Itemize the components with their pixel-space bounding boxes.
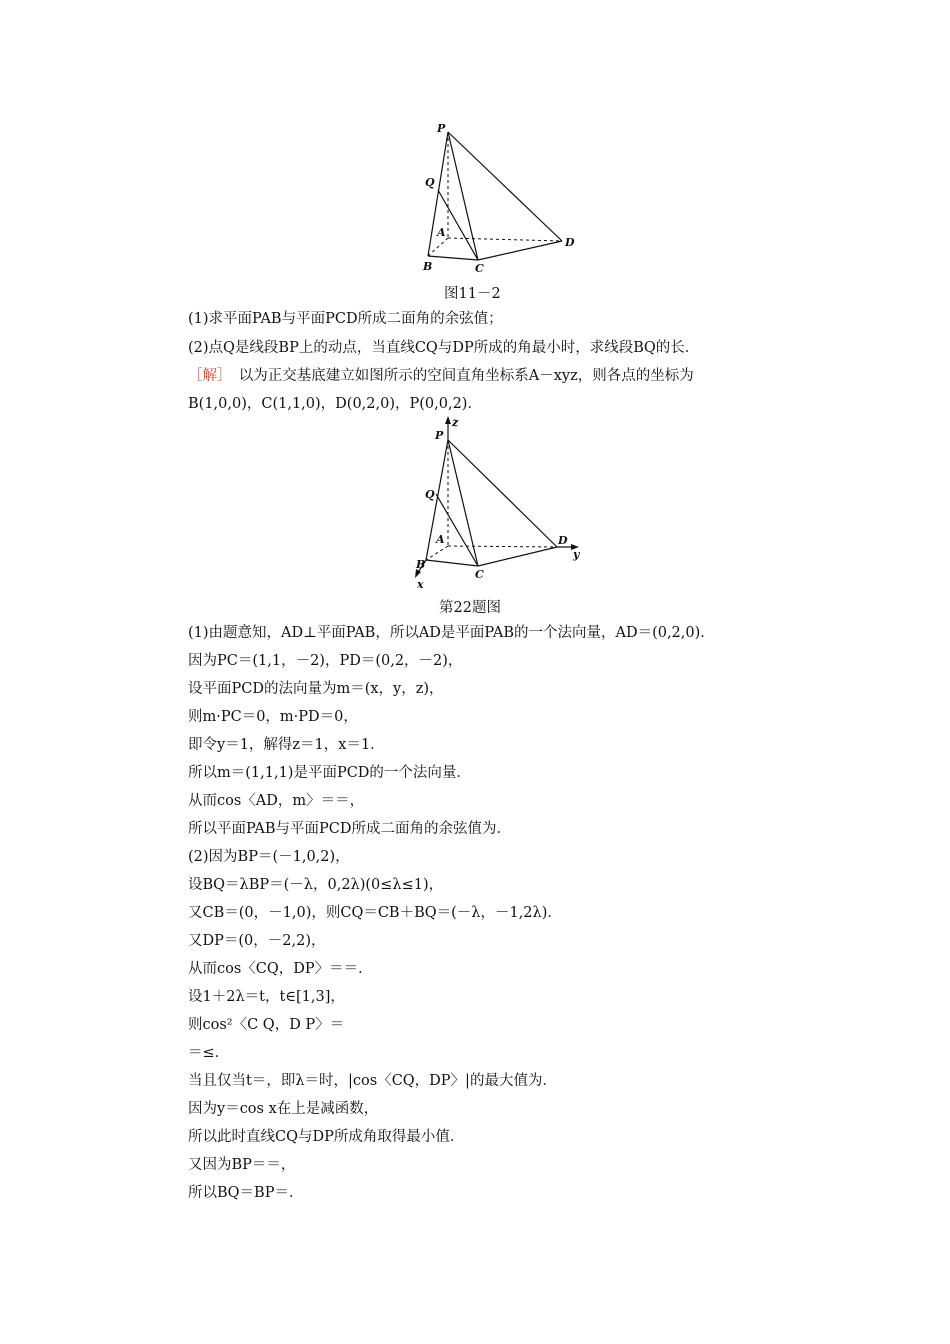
point-label-d: D [558,534,568,547]
solution-line-21: 所以BQ＝BP＝． [188,1185,304,1201]
solution-intro-text: 以为正交基底建立如图所示的空间直角坐标系A－xyz，则各点的坐标为 [224,368,694,384]
solution-line-7: 从而cos〈AD，m〉＝＝， [188,793,365,809]
solution-line-5: 即令y＝1，解得z＝1，x＝1． [188,737,385,753]
solution-line-13: 从而cos〈CQ，DP〉＝＝． [188,961,373,977]
solution-line-1: (1)由题意知，AD⊥平面PAB，所以AD是平面PAB的一个法向量，AD＝(0,2,0)． [188,625,715,641]
solution-tag: ［解］ [188,368,225,384]
point-label-p: P [435,429,444,442]
solution-line-10: 设BQ＝λBP＝(－λ，0,2λ)(0≤λ≤1)， [188,877,444,893]
solution-line-18: 因为y＝cos x在上是减函数， [188,1101,379,1117]
figure-pyramid-1 [415,120,585,280]
axis-label-x: x [417,578,424,591]
point-label-c: C [475,568,484,581]
solution-line-12: 又DP＝(0，－2,2)， [188,933,326,949]
solution-line-17: 当且仅当t＝，即λ＝时，|cos〈CQ，DP〉|的最大值为． [188,1073,557,1089]
figure2-caption: 第22题图 [439,600,501,616]
solution-intro [188,366,694,386]
solution-line-3: 设平面PCD的法向量为m＝(x，y，z)， [188,681,444,697]
axis-label-y: y [573,548,580,561]
solution-line-4: 则m·PC＝0，m·PD＝0， [188,709,358,725]
solution-line-19: 所以此时直线CQ与DP所成角取得最小值． [188,1129,465,1145]
solution-line-8: 所以平面PAB与平面PCD所成二面角的余弦值为． [188,821,512,837]
problem-q2: (2)点Q是线段BP上的动点，当直线CQ与DP所成的角最小时，求线段BQ的长． [188,340,700,356]
point-label-c: C [475,262,484,275]
figure1-caption: 图11－2 [444,286,501,302]
solution-line-16: ＝≤． [188,1045,230,1061]
point-label-q: Q [425,488,435,501]
solution-line-20: 又因为BP＝＝， [188,1157,296,1173]
solution-line-2: 因为PC＝(1,1，－2)，PD＝(0,2，－2)， [188,653,463,669]
solution-line-9: (2)因为BP＝(－1,0,2)， [188,849,350,865]
solution-line-11: 又CB＝(0，－1,0)，则CQ＝CB＋BQ＝(－λ，－1,2λ)． [188,905,562,921]
solution-line-15: 则cos²〈C Q，D P〉＝ [188,1017,345,1033]
problem-q1: (1)求平面PAB与平面PCD所成二面角的余弦值； [188,311,503,327]
point-label-p: P [437,122,446,135]
point-label-b: B [423,260,433,273]
solution-line-14: 设1＋2λ＝t，t∈[1,3]， [188,989,345,1005]
point-label-d: D [565,236,575,249]
solution-coords: B(1,0,0)，C(1,1,0)，D(0,2,0)，P(0,0,2)． [188,396,482,412]
solution-line-6: 所以m＝(1,1,1)是平面PCD的一个法向量． [188,765,471,781]
axis-label-z: z [452,416,459,429]
figure-pyramid-2 [405,412,595,592]
point-label-b: B [416,558,426,571]
point-label-a: A [437,226,446,239]
point-label-a: A [436,533,445,546]
point-label-q: Q [425,176,435,189]
